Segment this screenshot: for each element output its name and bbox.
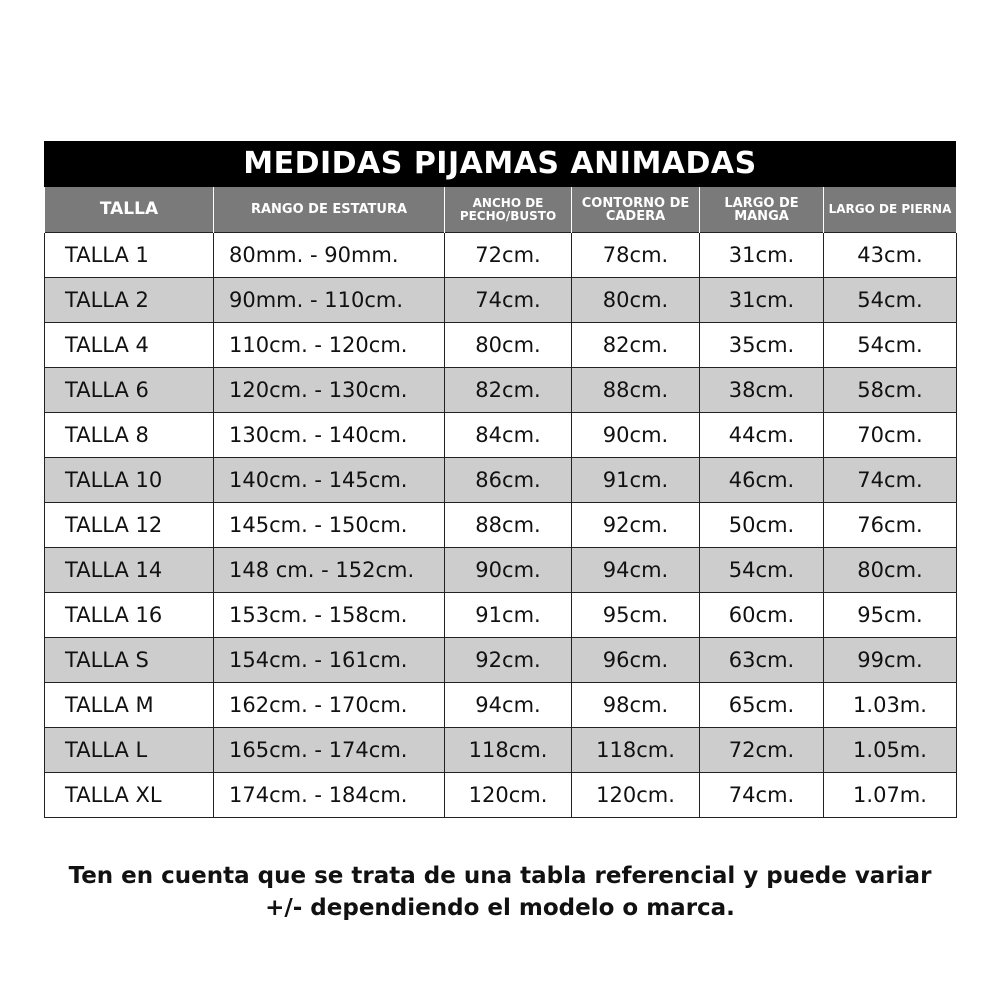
hip-cell: 82cm. [572, 323, 700, 368]
table-row [45, 458, 957, 503]
hip-cell: 98cm. [572, 683, 700, 728]
hip-cell: 80cm. [572, 278, 700, 323]
disclaimer-line-1: Ten en cuenta que se trata de una tabla referencial y puede variar [68, 863, 932, 889]
size-chart [44, 141, 956, 818]
header-hip: CONTORNO DE CADERA [572, 187, 700, 233]
size-cell: TALLA L [45, 728, 214, 773]
chest-cell: 118cm. [445, 728, 572, 773]
hip-cell: 94cm. [572, 548, 700, 593]
leg-cell: 43cm. [824, 233, 957, 278]
leg-cell: 70cm. [824, 413, 957, 458]
height-range-cell: 148 cm. - 152cm. [214, 548, 445, 593]
leg-cell: 1.07m. [824, 773, 957, 818]
height-range-cell: 174cm. - 184cm. [214, 773, 445, 818]
header-size: TALLA [45, 187, 214, 233]
height-range-cell: 110cm. - 120cm. [214, 323, 445, 368]
chest-cell: 94cm. [445, 683, 572, 728]
table-row [45, 233, 957, 278]
table-row [45, 638, 957, 683]
sleeve-cell: 63cm. [700, 638, 824, 683]
height-range-cell: 140cm. - 145cm. [214, 458, 445, 503]
hip-cell: 88cm. [572, 368, 700, 413]
height-range-cell: 153cm. - 158cm. [214, 593, 445, 638]
table-row [45, 323, 957, 368]
header-height-range: RANGO DE ESTATURA [214, 187, 445, 233]
sleeve-cell: 35cm. [700, 323, 824, 368]
chest-cell: 82cm. [445, 368, 572, 413]
table-row [45, 593, 957, 638]
chart-title: MEDIDAS PIJAMAS ANIMADAS [44, 141, 956, 187]
chest-cell: 86cm. [445, 458, 572, 503]
size-cell: TALLA 1 [45, 233, 214, 278]
chest-cell: 72cm. [445, 233, 572, 278]
sleeve-cell: 46cm. [700, 458, 824, 503]
height-range-cell: 145cm. - 150cm. [214, 503, 445, 548]
chest-cell: 74cm. [445, 278, 572, 323]
size-cell: TALLA 12 [45, 503, 214, 548]
hip-cell: 90cm. [572, 413, 700, 458]
hip-cell: 118cm. [572, 728, 700, 773]
chest-cell: 84cm. [445, 413, 572, 458]
leg-cell: 80cm. [824, 548, 957, 593]
height-range-cell: 154cm. - 161cm. [214, 638, 445, 683]
table-row [45, 503, 957, 548]
chest-cell: 92cm. [445, 638, 572, 683]
table-row [45, 683, 957, 728]
height-range-cell: 165cm. - 174cm. [214, 728, 445, 773]
size-cell: TALLA XL [45, 773, 214, 818]
sleeve-cell: 31cm. [700, 233, 824, 278]
table-body [45, 233, 957, 818]
table-row [45, 773, 957, 818]
size-cell: TALLA 4 [45, 323, 214, 368]
hip-cell: 95cm. [572, 593, 700, 638]
sleeve-cell: 72cm. [700, 728, 824, 773]
table-row [45, 368, 957, 413]
size-cell: TALLA 10 [45, 458, 214, 503]
chest-cell: 90cm. [445, 548, 572, 593]
chest-cell: 120cm. [445, 773, 572, 818]
size-cell: TALLA 6 [45, 368, 214, 413]
leg-cell: 76cm. [824, 503, 957, 548]
size-cell: TALLA M [45, 683, 214, 728]
height-range-cell: 90mm. - 110cm. [214, 278, 445, 323]
disclaimer-line-2: +/- dependiendo el modelo o marca. [265, 895, 735, 921]
leg-cell: 1.05m. [824, 728, 957, 773]
sleeve-cell: 38cm. [700, 368, 824, 413]
chest-cell: 80cm. [445, 323, 572, 368]
header-row [45, 187, 957, 233]
table-row [45, 413, 957, 458]
sleeve-cell: 31cm. [700, 278, 824, 323]
chest-cell: 88cm. [445, 503, 572, 548]
leg-cell: 74cm. [824, 458, 957, 503]
chest-cell: 91cm. [445, 593, 572, 638]
size-cell: TALLA 2 [45, 278, 214, 323]
size-cell: TALLA S [45, 638, 214, 683]
size-table [44, 187, 957, 818]
table-row [45, 278, 957, 323]
table-row [45, 548, 957, 593]
height-range-cell: 120cm. - 130cm. [214, 368, 445, 413]
sleeve-cell: 54cm. [700, 548, 824, 593]
hip-cell: 92cm. [572, 503, 700, 548]
sleeve-cell: 74cm. [700, 773, 824, 818]
table-row [45, 728, 957, 773]
size-cell: TALLA 16 [45, 593, 214, 638]
sleeve-cell: 65cm. [700, 683, 824, 728]
height-range-cell: 130cm. - 140cm. [214, 413, 445, 458]
size-cell: TALLA 8 [45, 413, 214, 458]
leg-cell: 95cm. [824, 593, 957, 638]
height-range-cell: 80mm. - 90mm. [214, 233, 445, 278]
hip-cell: 91cm. [572, 458, 700, 503]
disclaimer-note [0, 860, 1000, 924]
header-leg: LARGO DE PIERNA [824, 187, 957, 233]
hip-cell: 78cm. [572, 233, 700, 278]
sleeve-cell: 50cm. [700, 503, 824, 548]
hip-cell: 96cm. [572, 638, 700, 683]
size-cell: TALLA 14 [45, 548, 214, 593]
leg-cell: 1.03m. [824, 683, 957, 728]
height-range-cell: 162cm. - 170cm. [214, 683, 445, 728]
leg-cell: 58cm. [824, 368, 957, 413]
leg-cell: 54cm. [824, 323, 957, 368]
header-chest: ANCHO DE PECHO/BUSTO [445, 187, 572, 233]
sleeve-cell: 60cm. [700, 593, 824, 638]
leg-cell: 99cm. [824, 638, 957, 683]
sleeve-cell: 44cm. [700, 413, 824, 458]
leg-cell: 54cm. [824, 278, 957, 323]
header-sleeve: LARGO DE MANGA [700, 187, 824, 233]
hip-cell: 120cm. [572, 773, 700, 818]
